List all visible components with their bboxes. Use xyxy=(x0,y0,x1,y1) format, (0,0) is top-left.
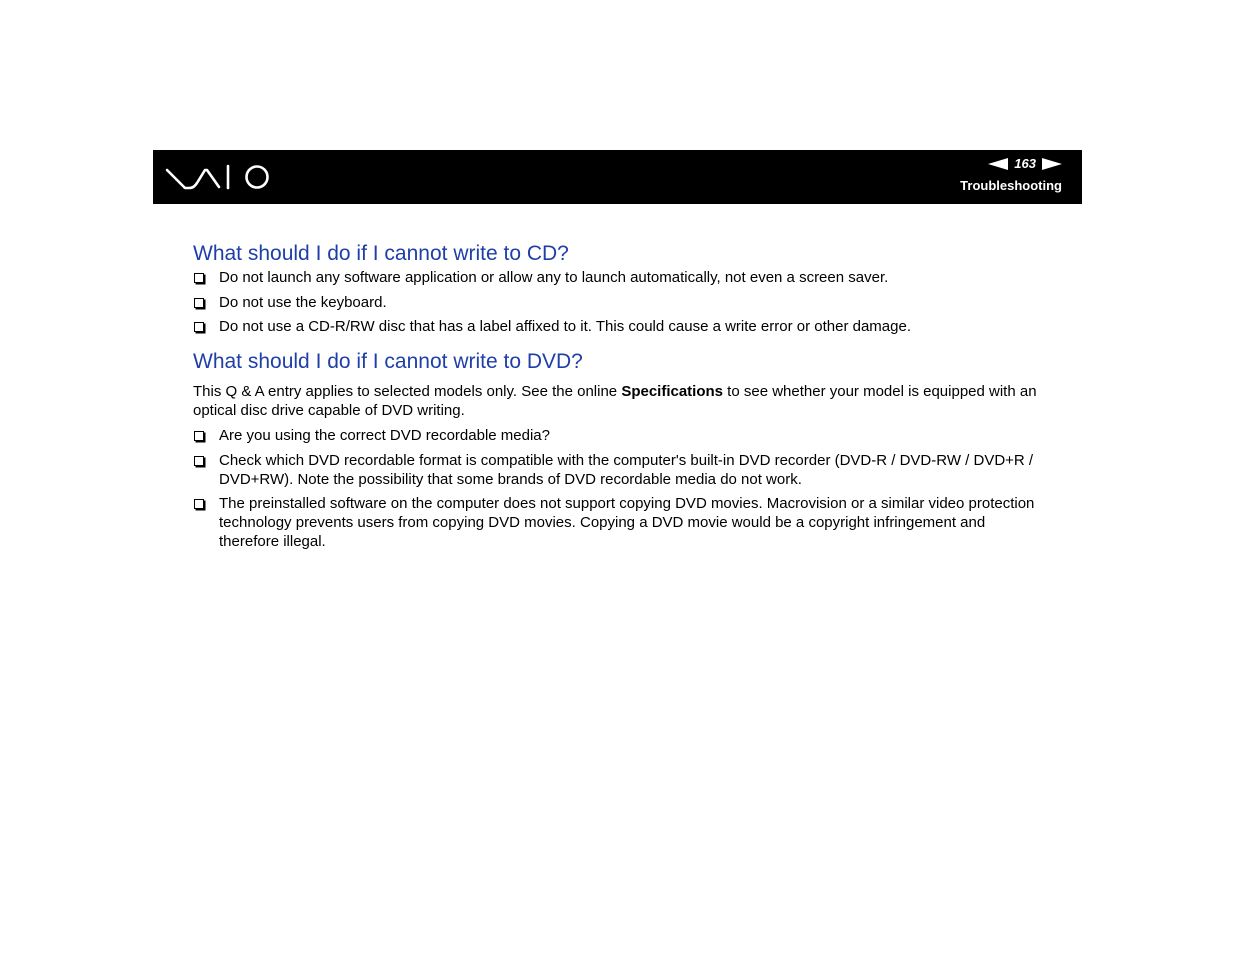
dvd-checklist xyxy=(193,426,1043,551)
cd-checklist xyxy=(193,268,1043,336)
intro-text: to see whether your model is equipped with an optical disc drive capable of DVD writing. xyxy=(193,383,1037,419)
checkbox-bullet-icon xyxy=(194,322,204,332)
list-item-text: The preinstalled software on the computer does not support copying DVD movies. Macrovision or a similar video protection technology prevents users from copying DVD movies. Copying a DVD movie would be a copyright infringement and therefore illegal. xyxy=(219,495,1035,550)
checkbox-bullet-icon xyxy=(194,456,204,466)
triangle-left-icon[interactable] xyxy=(988,158,1008,170)
checkbox-bullet-icon xyxy=(194,298,204,308)
list-item-text: Do not use a CD-R/RW disc that has a label affixed to it. This could cause a write error or other damage. xyxy=(219,318,911,335)
list-item xyxy=(193,293,1043,312)
checkbox-bullet-icon xyxy=(194,431,204,441)
list-item-text: Check which DVD recordable format is compatible with the computer's built-in DVD recorder (DVD-R / DVD-RW / DVD+R / DVD+RW). Note the possibility that some brands of DVD recordable media do not work. xyxy=(219,451,1034,488)
list-item-text: Do not launch any software application or allow any to launch automatically, not even a screen saver. xyxy=(219,269,889,286)
list-item xyxy=(193,451,1043,489)
list-item-text: Do not use the keyboard. xyxy=(219,293,387,311)
cd-heading: What should I do if I cannot write to CD? xyxy=(193,242,569,265)
list-item xyxy=(193,494,1043,551)
header-bar xyxy=(153,150,1082,204)
dvd-intro xyxy=(193,382,1043,420)
page-navigation xyxy=(988,155,1062,173)
intro-text: This Q & A entry applies to selected models only. See the online xyxy=(193,383,622,400)
list-item xyxy=(193,317,1043,336)
list-item-text: Are you using the correct DVD recordable media? xyxy=(219,427,550,444)
dvd-heading: What should I do if I cannot write to DVD? xyxy=(193,350,583,373)
specifications-emphasis: Specifications xyxy=(621,383,724,400)
checkbox-bullet-icon xyxy=(194,273,204,283)
checkbox-bullet-icon xyxy=(194,499,204,509)
page-number: 163 xyxy=(1014,156,1036,171)
vaio-logo xyxy=(165,163,271,191)
triangle-right-icon[interactable] xyxy=(1042,158,1062,170)
list-item xyxy=(193,268,1043,287)
list-item xyxy=(193,426,1043,445)
section-label: Troubleshooting xyxy=(960,178,1062,193)
page-content xyxy=(193,240,1043,557)
